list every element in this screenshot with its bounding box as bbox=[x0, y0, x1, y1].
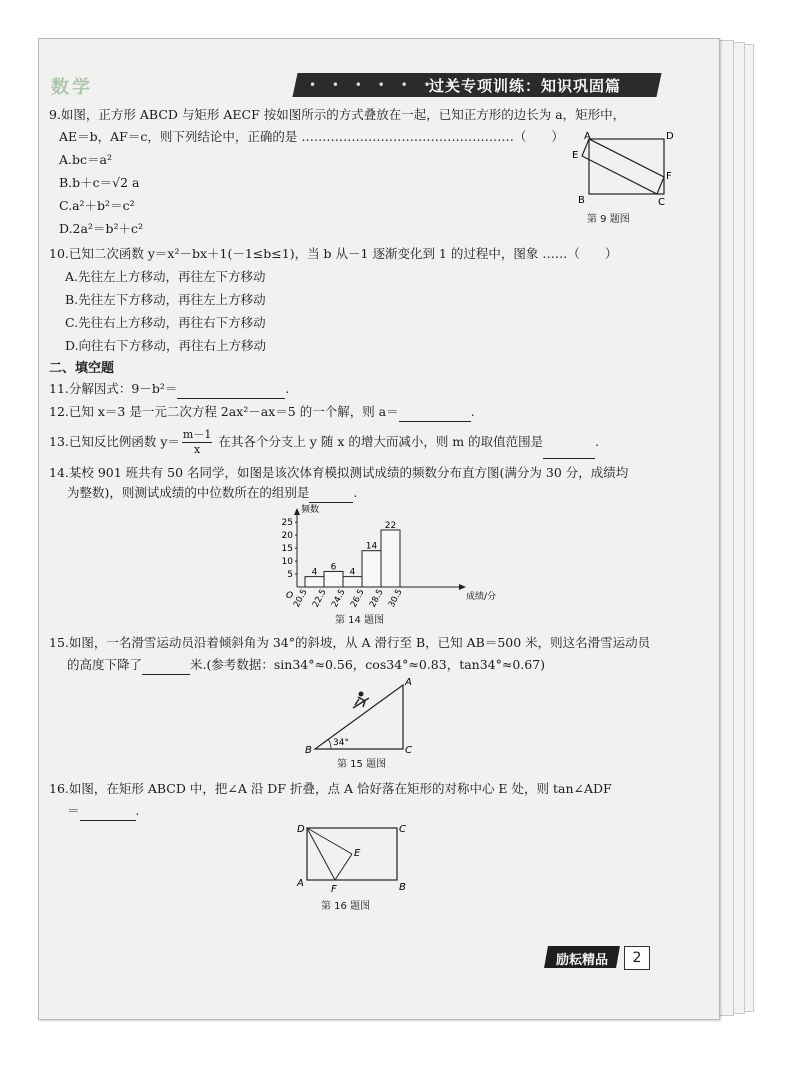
q15-angle-label: 34° bbox=[333, 738, 349, 748]
q14-answer-blank[interactable] bbox=[309, 488, 353, 503]
q13-text-2: 在其各个分支上 y 随 x 的增大而减小，则 m 的取值范围是 bbox=[214, 434, 544, 449]
q9-option-c: C.a²＋b²＝c² bbox=[59, 198, 135, 213]
q12-answer-blank[interactable] bbox=[399, 407, 471, 422]
q9-label-a: A bbox=[584, 131, 591, 142]
q15-line1: 15.如图，一名滑雪运动员沿着倾斜角为 34°的斜坡，从 A 滑行至 B，已知 AB＝500 米，则这名滑雪运动员 bbox=[49, 635, 651, 650]
q15-line2 bbox=[67, 655, 545, 675]
q16-line1: 16.如图，在矩形 ABCD 中，把∠A 沿 DF 折叠，点 A 恰好落在矩形的对称中心 E 处，则 tan∠ADF bbox=[49, 781, 612, 796]
q10-option-c: C.先往右上方移动，再往右下方移动 bbox=[65, 315, 266, 330]
q11-answer-blank[interactable] bbox=[177, 384, 285, 399]
hist-bars bbox=[305, 521, 400, 587]
q16-answer-blank[interactable] bbox=[80, 806, 136, 821]
q14-caption: 第 14 题图 bbox=[335, 615, 385, 626]
q10-option-b: B.先往左下方移动，再往左上方移动 bbox=[65, 292, 266, 307]
header-dots: • • • • • • • bbox=[309, 78, 460, 92]
q16-text: ＝ bbox=[67, 803, 80, 818]
q9-label-e: E bbox=[572, 150, 579, 161]
q15-text: 的高度下降了 bbox=[67, 657, 143, 672]
hist-bar bbox=[343, 577, 362, 587]
hist-x-tick-label: 20.5 bbox=[291, 587, 310, 610]
hist-y-tick-label: 10 bbox=[281, 557, 293, 568]
q10-option-a: A.先往左上方移动，再往左下方移动 bbox=[65, 269, 266, 284]
hist-bar-label: 4 bbox=[349, 567, 356, 578]
q16-end: . bbox=[135, 803, 140, 818]
q13-answer-blank[interactable] bbox=[543, 444, 595, 459]
q11 bbox=[49, 379, 289, 399]
q9-line2: AE＝b，AF＝c，则下列结论中，正确的是 ……………………………………………（ ） bbox=[59, 129, 564, 144]
q16-label-f: F bbox=[331, 884, 337, 895]
page-header bbox=[39, 73, 659, 101]
page-number: 2 bbox=[624, 946, 650, 970]
subject-label: 数学 bbox=[51, 77, 93, 98]
hist-origin: O bbox=[286, 591, 294, 601]
q13-numerator: m－1 bbox=[182, 428, 212, 441]
q15-angle-arc bbox=[328, 739, 331, 749]
hist-bar bbox=[362, 551, 381, 587]
q14-histogram bbox=[254, 503, 504, 611]
q16-figure bbox=[291, 822, 411, 894]
q15-label-c: C bbox=[405, 745, 412, 756]
hist-y-tick-label: 20 bbox=[281, 531, 293, 542]
hist-x-arrow bbox=[459, 584, 466, 590]
q9-label-f: F bbox=[666, 171, 672, 182]
q16-label-d: D bbox=[297, 824, 305, 835]
q10-option-d: D.向往右下方移动，再往右上方移动 bbox=[65, 338, 267, 353]
q9-option-b: B.b＋c＝√2 a bbox=[59, 175, 140, 190]
hist-x-ticks bbox=[292, 588, 405, 609]
q16-caption: 第 16 题图 bbox=[321, 901, 371, 912]
q9-label-d: D bbox=[666, 131, 674, 142]
section-fill-in-heading: 二、填空题 bbox=[49, 361, 115, 376]
hist-bar bbox=[381, 530, 400, 587]
q15-caption: 第 15 题图 bbox=[337, 759, 387, 770]
worksheet-page bbox=[38, 38, 720, 1020]
q14-line1: 14.某校 901 班共有 50 名同学，如图是该次体育模拟测试成绩的频数分布直方图(满分为 30 分，成绩均 bbox=[49, 465, 629, 480]
hist-y-label: 频数 bbox=[301, 505, 320, 515]
hist-bar bbox=[305, 577, 324, 587]
q15-figure bbox=[301, 675, 421, 755]
hist-bar-label: 14 bbox=[365, 541, 378, 552]
q12-end: . bbox=[470, 404, 475, 419]
hist-bar-label: 4 bbox=[311, 567, 318, 578]
q9-line1: 9.如图，正方形 ABCD 与矩形 AECF 按如图所示的方式叠放在一起，已知正方形的边长为 a，矩形中， bbox=[49, 107, 626, 122]
q11-end: . bbox=[285, 381, 290, 396]
q9-caption: 第 9 题图 bbox=[587, 214, 630, 225]
q10-line1: 10.已知二次函数 y＝x²－bx＋1(－1≤b≤1)，当 b 从－1 逐渐变化到 1 的过程中，图象 ……（ ） bbox=[49, 246, 618, 261]
hist-bar-label: 22 bbox=[384, 520, 397, 531]
q9-figure bbox=[564, 131, 674, 211]
hist-y-tick-label: 25 bbox=[281, 518, 293, 529]
q15-skier-icon bbox=[353, 692, 369, 709]
q16-label-a: A bbox=[297, 878, 304, 889]
hist-x-tick-label: 28.5 bbox=[367, 587, 386, 610]
page-footer bbox=[546, 946, 656, 970]
hist-y-ticks bbox=[282, 518, 297, 580]
hist-bar bbox=[324, 571, 343, 587]
hist-y-tick-label: 15 bbox=[281, 544, 293, 555]
q16-label-c: C bbox=[399, 824, 406, 835]
q13 bbox=[49, 425, 599, 459]
q12-text: 12.已知 x＝3 是一元二次方程 2ax²－ax＝5 的一个解，则 a＝ bbox=[49, 404, 399, 419]
q13-denominator: x bbox=[194, 443, 201, 456]
q14-text: 为整数)，则测试成绩的中位数所在的组别是 bbox=[67, 485, 310, 500]
hist-x-label: 成绩/分 bbox=[466, 592, 497, 602]
hist-y-arrow bbox=[294, 508, 300, 515]
q9-label-c: C bbox=[658, 197, 665, 208]
q16-label-e: E bbox=[354, 848, 361, 859]
q9-rectangle-aecf bbox=[582, 139, 664, 194]
hist-x-tick-label: 22.5 bbox=[310, 587, 329, 610]
hist-y-tick-label: 5 bbox=[287, 570, 293, 581]
q15-label-a: A bbox=[405, 677, 412, 688]
q12 bbox=[49, 402, 475, 422]
q9-diagonal bbox=[589, 139, 664, 177]
q15-text-2: 米.(参考数据：sin34°≈0.56，cos34°≈0.83，tan34°≈0.67) bbox=[190, 657, 546, 672]
q15-answer-blank[interactable] bbox=[142, 660, 190, 675]
q9-square-abcd bbox=[589, 139, 664, 194]
q15-label-b: B bbox=[305, 745, 312, 756]
q16-line2 bbox=[67, 801, 140, 821]
q9-label-b: B bbox=[578, 195, 585, 206]
q16-label-b: B bbox=[399, 882, 406, 893]
hist-x-tick-label: 26.5 bbox=[348, 587, 367, 610]
q11-text: 11.分解因式：9－b²＝ bbox=[49, 381, 178, 396]
hist-bar-label: 6 bbox=[330, 562, 337, 573]
q9-option-d: D.2a²＝b²＋c² bbox=[59, 221, 143, 236]
header-title: 过关专项训练：知识巩固篇 bbox=[429, 77, 622, 95]
hist-x-tick-label: 24.5 bbox=[329, 587, 348, 610]
q13-fraction bbox=[182, 428, 212, 457]
q16-segment-fe bbox=[335, 854, 352, 880]
hist-x-tick-label: 30.5 bbox=[386, 587, 405, 610]
q13-text: 13.已知反比例函数 y＝ bbox=[49, 434, 180, 449]
footer-brand: 励耘精品 bbox=[556, 953, 609, 968]
q14-line2 bbox=[67, 483, 357, 503]
q13-end: . bbox=[595, 434, 600, 449]
q14-end: . bbox=[353, 485, 358, 500]
q9-option-a: A.bc＝a² bbox=[59, 152, 112, 167]
